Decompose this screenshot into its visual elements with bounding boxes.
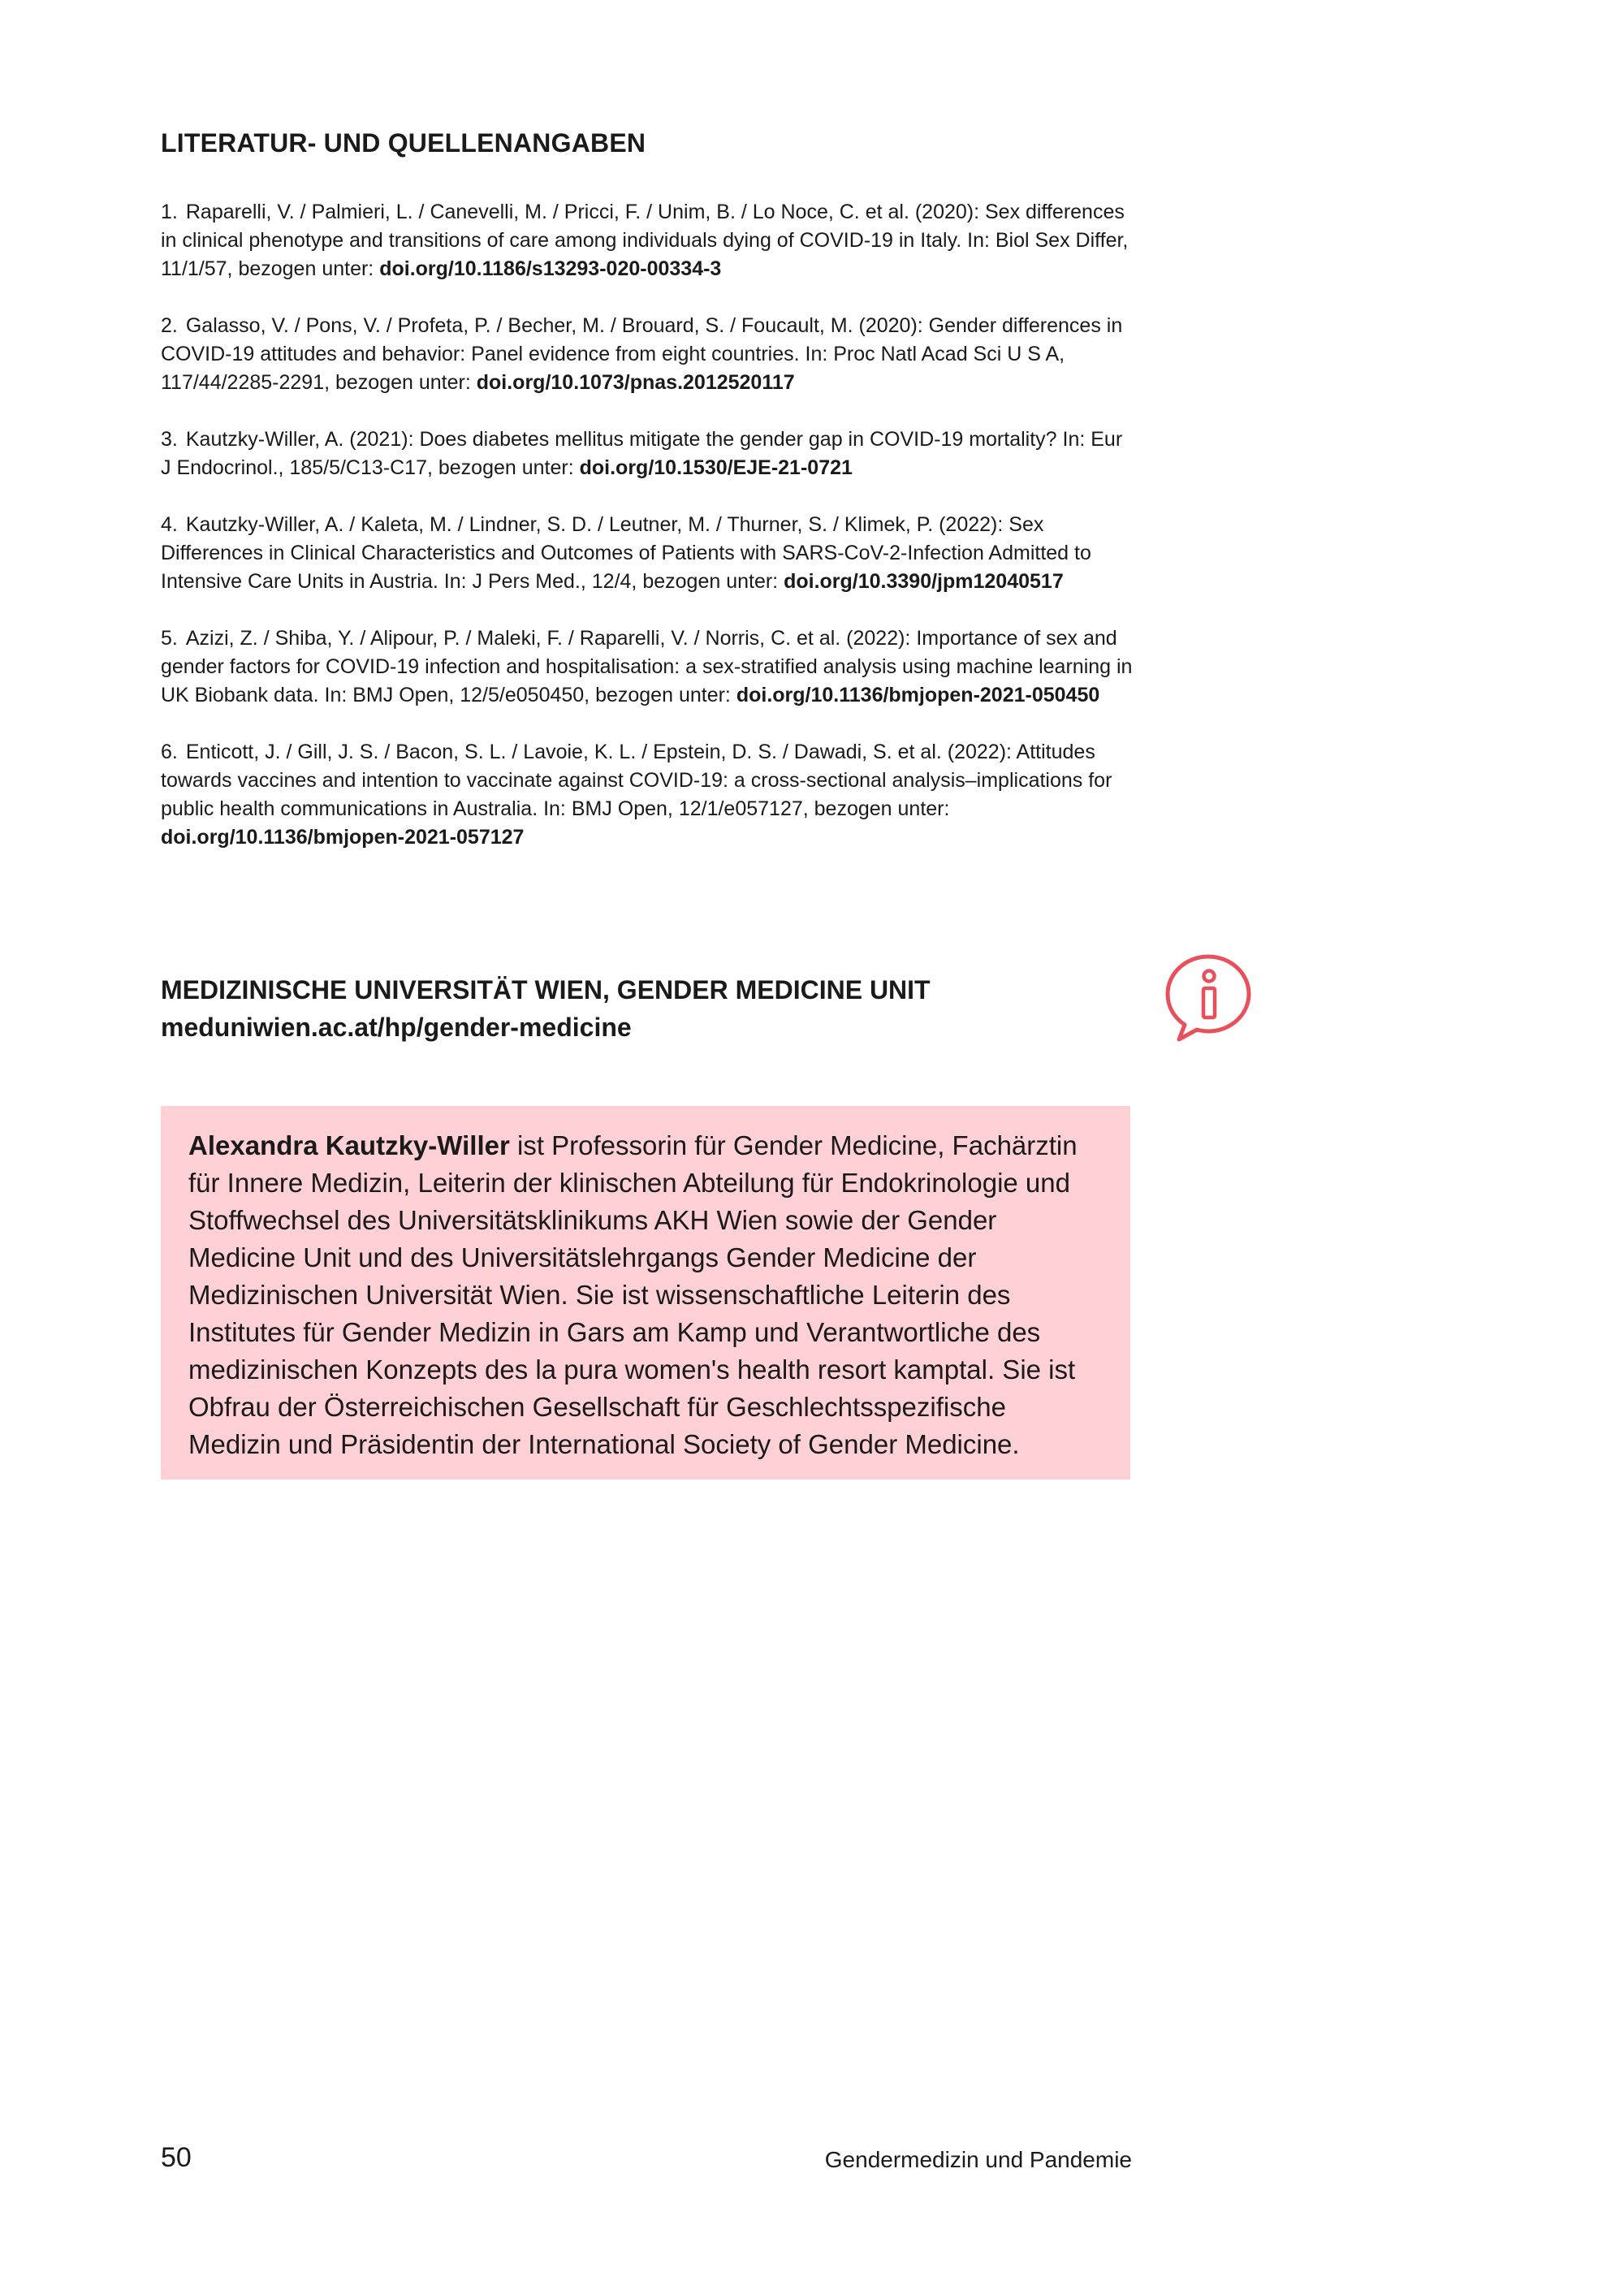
reference-number: 1. bbox=[161, 201, 178, 223]
info-speech-bubble-icon bbox=[1163, 952, 1254, 1043]
reference-doi-link[interactable]: doi.org/10.1186/s13293-020-00334-3 bbox=[379, 257, 722, 280]
reference-text: Azizi, Z. / Shiba, Y. / Alipour, P. / Maleki, F. / Raparelli, V. / Norris, C. et al. (2022): Importance of sex and gender factors for COVID-19 infection and hospitalisation: a sex-stratified analysis using machine learning in UK Biobank data. In: BMJ Open, 12/5/e050450, bezogen unter: bbox=[161, 627, 1133, 706]
reference-number: 6. bbox=[161, 741, 178, 763]
author-bio-text bbox=[188, 1127, 1101, 1463]
organization-block bbox=[161, 971, 931, 1046]
reference-item bbox=[161, 312, 1135, 397]
reference-text: Kautzky-Willer, A. / Kaleta, M. / Lindner, S. D. / Leutner, M. / Thurner, S. / Klimek, P. (2022): Sex Differences in Clinical Characteristics and Outcomes of Patients with SARS-CoV-2-Infection Admitted to Intensive Care Units in Austria. In: J Pers Med., 12/4, bezogen unter: bbox=[161, 513, 1091, 593]
reference-list bbox=[161, 198, 1135, 880]
reference-text: Enticott, J. / Gill, J. S. / Bacon, S. L. / Lavoie, K. L. / Epstein, D. S. / Dawadi, S. et al. (2022): Attitudes towards vaccines and intention to vaccinate against COVID-19: a cross-sectional analysis–implications for public health communications in Australia. In: BMJ Open, 12/1/e057127, bezogen unter: bbox=[161, 741, 1112, 820]
reference-item bbox=[161, 198, 1135, 283]
reference-doi-link[interactable]: doi.org/10.1136/bmjopen-2021-057127 bbox=[161, 826, 525, 849]
reference-item bbox=[161, 738, 1135, 852]
reference-number: 2. bbox=[161, 314, 178, 337]
page-number: 50 bbox=[161, 2142, 192, 2173]
page-heading: LITERATUR- UND QUELLENANGABEN bbox=[161, 128, 646, 158]
reference-doi-link[interactable]: doi.org/10.3390/jpm12040517 bbox=[784, 570, 1064, 593]
reference-number: 5. bbox=[161, 627, 178, 650]
reference-doi-link[interactable]: doi.org/10.1530/EJE-21-0721 bbox=[579, 456, 853, 479]
reference-doi-link[interactable]: doi.org/10.1073/pnas.2012520117 bbox=[476, 371, 795, 394]
author-name: Alexandra Kautzky-Willer bbox=[188, 1130, 510, 1160]
organization-url-link[interactable]: meduniwien.ac.at/hp/gender-medicine bbox=[161, 1013, 632, 1042]
reference-number: 3. bbox=[161, 428, 178, 451]
reference-text: Galasso, V. / Pons, V. / Profeta, P. / Becher, M. / Brouard, S. / Foucault, M. (2020): Gender differences in COVID-19 attitudes and behavior: Panel evidence from eight countries. In: Proc Natl Acad Sci U S A, 117/44/2285-2291, bezogen unter: bbox=[161, 314, 1123, 394]
reference-doi-link[interactable]: doi.org/10.1136/bmjopen-2021-050450 bbox=[736, 684, 1100, 706]
reference-text: Kautzky-Willer, A. (2021): Does diabetes mellitus mitigate the gender gap in COVID-19 mortality? In: Eur J Endocrinol., 185/5/C13-C17, bezogen unter: bbox=[161, 428, 1123, 479]
author-bio-description: ist Professorin für Gender Medicine, Fachärztin für Innere Medizin, Leiterin der klinischen Abteilung für Endokrinologie und Stoffwechsel des Universitätsklinikums AKH Wien sowie der Gender Medicine Unit und des Universitätslehrgangs Gender Medicine der Medizinischen Universität Wien. Sie ist wissenschaftliche Leiterin des Institutes für Gender Medizin in Gars am Kamp und Verantwortliche des medizinischen Konzepts des la pura women's health resort kamptal. Sie ist Obfrau der Österreichischen Gesellschaft für Geschlechtsspezifische Medizin und Präsidentin der International Society of Gender Medicine. bbox=[188, 1130, 1078, 1459]
footer-title: Gendermedizin und Pandemie bbox=[824, 2147, 1132, 2172]
author-bio-box bbox=[161, 1106, 1130, 1480]
reference-text: Raparelli, V. / Palmieri, L. / Canevelli, M. / Pricci, F. / Unim, B. / Lo Noce, C. et al. (2020): Sex differences in clinical phenotype and transitions of care among individuals dying of COVID-19 in Italy. In: Biol Sex Differ, 11/1/57, bezogen unter: bbox=[161, 201, 1129, 280]
reference-number: 4. bbox=[161, 513, 178, 536]
organization-name: MEDIZINISCHE UNIVERSITÄT WIEN, GENDER MEDICINE UNIT bbox=[161, 975, 931, 1004]
reference-item bbox=[161, 624, 1135, 710]
reference-item bbox=[161, 511, 1135, 596]
reference-item bbox=[161, 426, 1135, 482]
